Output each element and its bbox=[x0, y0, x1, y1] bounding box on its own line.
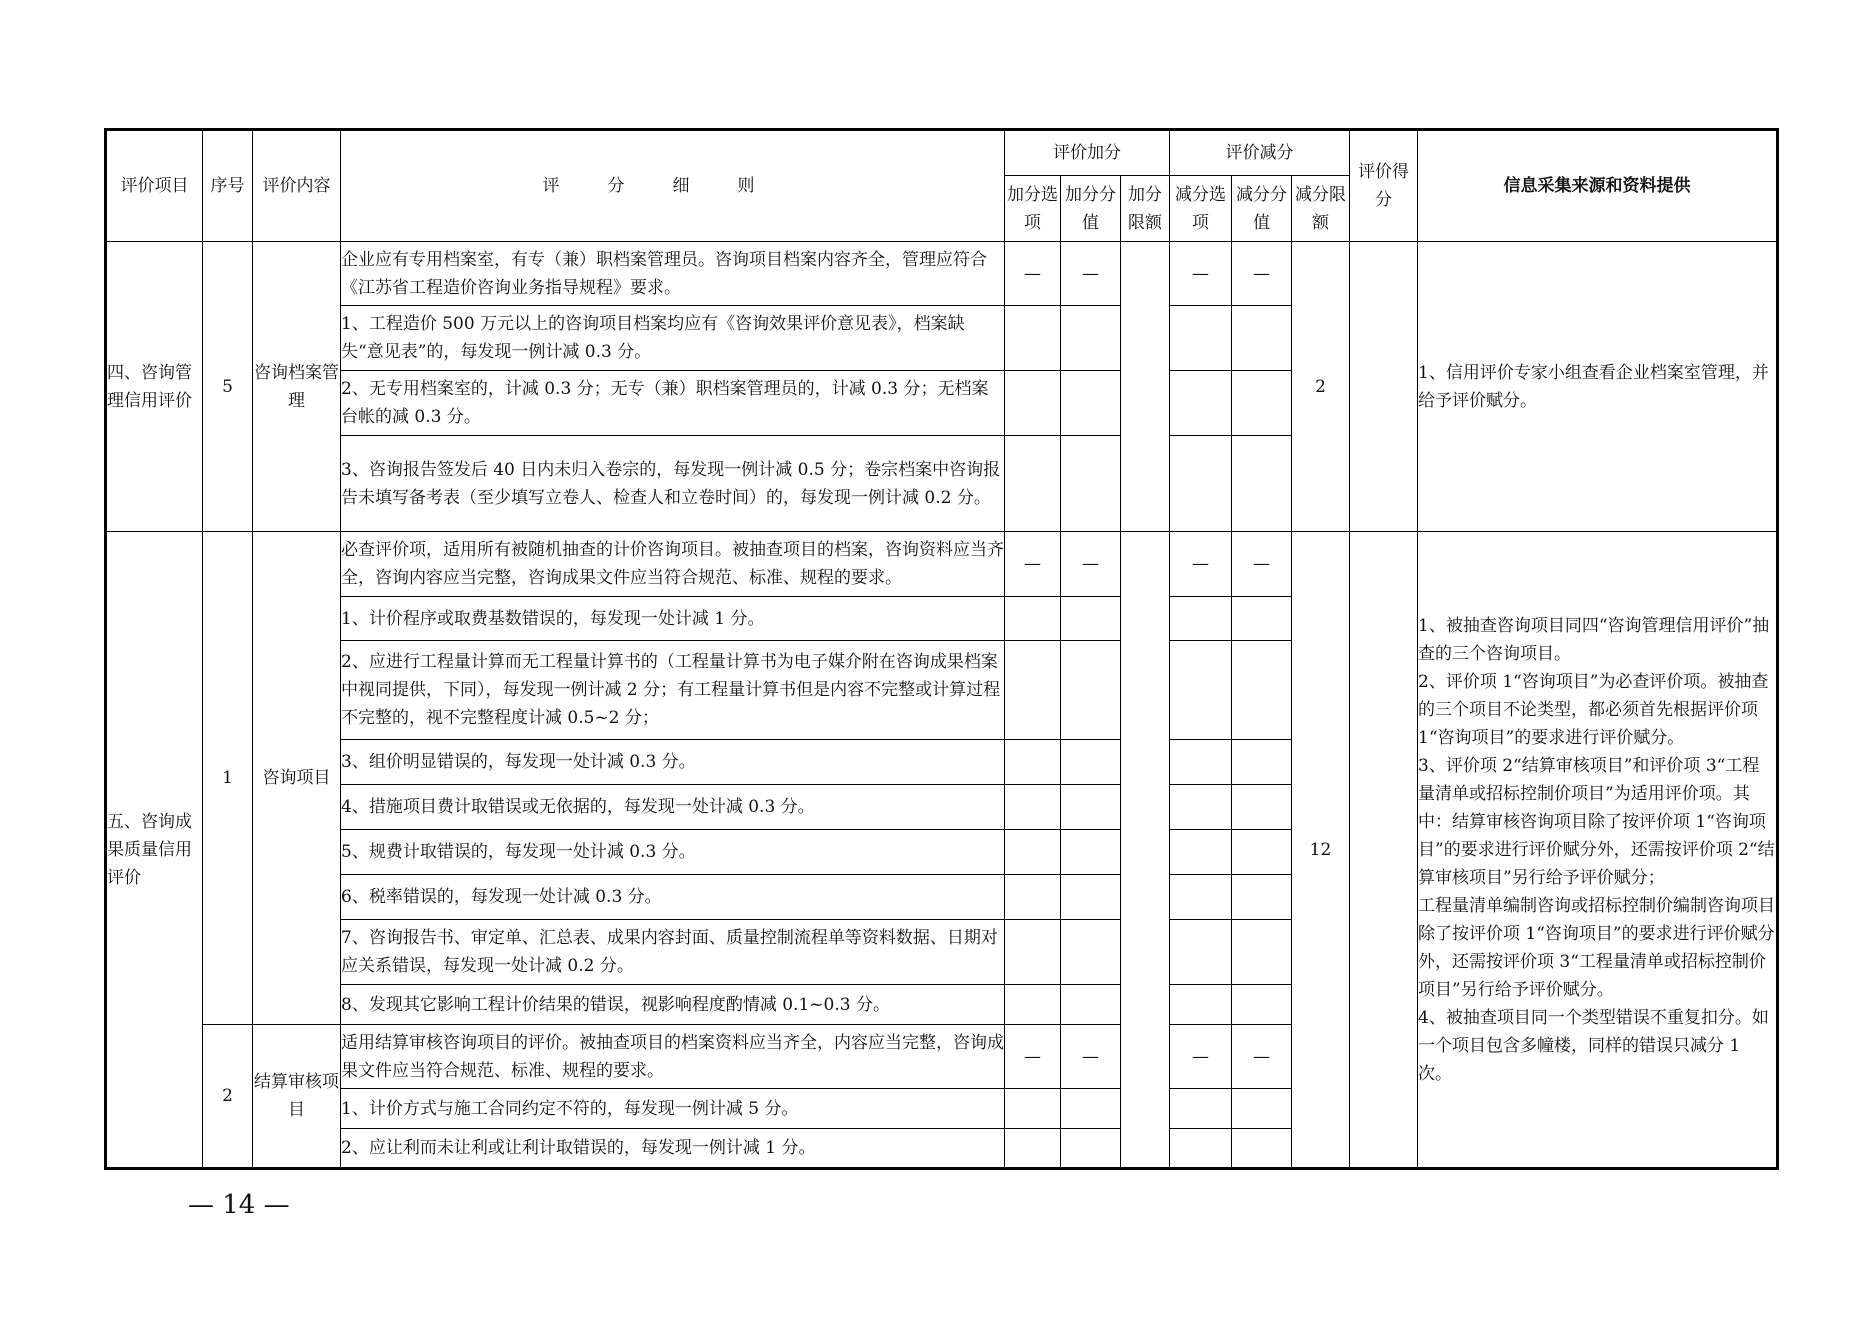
empty-cell bbox=[1232, 875, 1292, 920]
rule-text: 1、计价方式与施工合同约定不符的，每发现一例计减 5 分。 bbox=[341, 1089, 1005, 1129]
header-add-limit: 加分限额 bbox=[1121, 176, 1170, 242]
empty-cell bbox=[1061, 641, 1121, 740]
section5-item: 五、咨询成果质量信用评价 bbox=[106, 532, 203, 1169]
header-add-value: 加分分值 bbox=[1061, 176, 1121, 242]
table-row bbox=[106, 242, 1778, 306]
empty-cell bbox=[1005, 920, 1061, 985]
dash-mark: — bbox=[1170, 242, 1232, 306]
empty-cell bbox=[1005, 830, 1061, 875]
header-add-option: 加分选项 bbox=[1005, 176, 1061, 242]
empty-cell bbox=[1061, 1089, 1121, 1129]
empty-cell bbox=[1061, 785, 1121, 830]
empty-cell bbox=[1170, 740, 1232, 785]
header-sub-option: 减分选项 bbox=[1170, 176, 1232, 242]
rule-text: 8、发现其它影响工程计价结果的错误，视影响程度酌情减 0.1~0.3 分。 bbox=[341, 985, 1005, 1025]
empty-cell bbox=[1170, 920, 1232, 985]
rule-text: 必查评价项，适用所有被随机抽查的计价咨询项目。被抽查项目的档案，咨询资料应当齐全，咨询内容应当完整，咨询成果文件应当符合规范、标准、规程的要求。 bbox=[341, 532, 1005, 597]
dash-mark: — bbox=[1061, 532, 1121, 597]
empty-cell bbox=[1232, 1089, 1292, 1129]
empty-cell bbox=[1061, 875, 1121, 920]
rule-text: 3、咨询报告签发后 40 日内未归入卷宗的，每发现一例计减 0.5 分；卷宗档案中咨询报告未填写备考表（至少填写立卷人、检查人和立卷时间）的，每发现一例计减 0.2 分。 bbox=[341, 436, 1005, 532]
rule-text: 6、税率错误的，每发现一处计减 0.3 分。 bbox=[341, 875, 1005, 920]
empty-cell bbox=[1170, 1129, 1232, 1169]
rule-text: 1、计价程序或取费基数错误的，每发现一处计减 1 分。 bbox=[341, 597, 1005, 641]
dash-mark: — bbox=[1005, 1025, 1061, 1089]
add-limit-cell bbox=[1121, 242, 1170, 532]
empty-cell bbox=[1005, 371, 1061, 436]
section5-group2-seq: 2 bbox=[203, 1025, 253, 1169]
empty-cell bbox=[1170, 306, 1232, 371]
empty-cell bbox=[1232, 641, 1292, 740]
empty-cell bbox=[1061, 1129, 1121, 1169]
empty-cell bbox=[1170, 371, 1232, 436]
empty-cell bbox=[1232, 985, 1292, 1025]
rule-text: 3、组价明显错误的，每发现一处计减 0.3 分。 bbox=[341, 740, 1005, 785]
empty-cell bbox=[1232, 436, 1292, 532]
header-sub-value: 减分分值 bbox=[1232, 176, 1292, 242]
empty-cell bbox=[1005, 641, 1061, 740]
empty-cell bbox=[1061, 985, 1121, 1025]
header-rules: 评分细则 bbox=[341, 130, 1005, 242]
rule-text: 企业应有专用档案室，有专（兼）职档案管理员。咨询项目档案内容齐全，管理应符合《江苏省工程造价咨询业务指导规程》要求。 bbox=[341, 242, 1005, 306]
dash-mark: — bbox=[1170, 532, 1232, 597]
rule-text: 4、措施项目费计取错误或无依据的，每发现一处计减 0.3 分。 bbox=[341, 785, 1005, 830]
section5-limit: 12 bbox=[1292, 532, 1350, 1169]
dash-mark: — bbox=[1232, 242, 1292, 306]
header-seq: 序号 bbox=[203, 130, 253, 242]
evaluation-table bbox=[104, 128, 1779, 1170]
empty-cell bbox=[1005, 1089, 1061, 1129]
section4-limit: 2 bbox=[1292, 242, 1350, 532]
section4-content: 咨询档案管理 bbox=[253, 242, 341, 532]
empty-cell bbox=[1170, 1089, 1232, 1129]
empty-cell bbox=[1232, 920, 1292, 985]
empty-cell bbox=[1005, 1129, 1061, 1169]
empty-cell bbox=[1232, 740, 1292, 785]
header-eval-item: 评价项目 bbox=[106, 130, 203, 242]
rule-text: 2、应进行工程量计算而无工程量计算书的（工程量计算书为电子媒介附在咨询成果档案中视同提供，下同），每发现一例计减 2 分；有工程量计算书但是内容不完整或计算过程不完整的，视不完整程度计减 0.5~2 分； bbox=[341, 641, 1005, 740]
section4-item: 四、咨询管理信用评价 bbox=[106, 242, 203, 532]
empty-cell bbox=[1232, 371, 1292, 436]
dash-mark: — bbox=[1061, 242, 1121, 306]
header-eval-content: 评价内容 bbox=[253, 130, 341, 242]
empty-cell bbox=[1005, 875, 1061, 920]
header-info: 信息采集来源和资料提供 bbox=[1418, 130, 1778, 242]
empty-cell bbox=[1232, 785, 1292, 830]
rule-text: 2、应让利而未让利或让利计取错误的，每发现一例计减 1 分。 bbox=[341, 1129, 1005, 1169]
section5-score bbox=[1350, 532, 1418, 1169]
empty-cell bbox=[1170, 785, 1232, 830]
rule-text: 2、无专用档案室的，计减 0.3 分；无专（兼）职档案管理员的，计减 0.3 分；无档案台帐的减 0.3 分。 bbox=[341, 371, 1005, 436]
section4-score bbox=[1350, 242, 1418, 532]
header-sub-group: 评价减分 bbox=[1170, 130, 1350, 176]
section4-info: 1、信用评价专家小组查看企业档案室管理，并给予评价赋分。 bbox=[1418, 242, 1778, 532]
empty-cell bbox=[1061, 306, 1121, 371]
empty-cell bbox=[1232, 306, 1292, 371]
empty-cell bbox=[1170, 985, 1232, 1025]
empty-cell bbox=[1061, 830, 1121, 875]
section5-group1-content: 咨询项目 bbox=[253, 532, 341, 1025]
rule-text: 1、工程造价 500 万元以上的咨询项目档案均应有《咨询效果评价意见表》，档案缺失“意见表”的，每发现一例计减 0.3 分。 bbox=[341, 306, 1005, 371]
rule-text: 7、咨询报告书、审定单、汇总表、成果内容封面、质量控制流程单等资料数据、日期对应关系错误，每发现一处计减 0.2 分。 bbox=[341, 920, 1005, 985]
empty-cell bbox=[1170, 830, 1232, 875]
rule-text: 5、规费计取错误的，每发现一处计减 0.3 分。 bbox=[341, 830, 1005, 875]
empty-cell bbox=[1005, 436, 1061, 532]
empty-cell bbox=[1170, 436, 1232, 532]
empty-cell bbox=[1061, 740, 1121, 785]
empty-cell bbox=[1232, 830, 1292, 875]
empty-cell bbox=[1061, 436, 1121, 532]
section5-info-text: 1、被抽查咨询项目同四“咨询管理信用评价”抽查的三个咨询项目。 2、评价项 1“咨询项目”为必查评价项。被抽查的三个项目不论类型，都必须首先根据评价项 1“咨询项目”的要求进行评价赋分。 3、评价项 2“结算审核项目”和评价项 3“工程量清单或招标控制价项目”为适用评价项。其中：结算审核咨询项目除了按评价项 1“咨询项目”的要求进行评价赋分外，还需按评价项 2“结算审核项目”另行给予评价赋分； 工程量清单编制咨询或招标控制价编制咨询项目除了按评价项 1“咨询项目”的要求进行评价赋分外，还需按评价项 3“工程量清单或招标控制价项目”另行给予评价赋分。 4、被抽查项目同一个类型错误不重复扣分。如一个项目包含多幢楼，同样的错误只减分 1 次。 bbox=[1418, 615, 1775, 1084]
empty-cell bbox=[1170, 597, 1232, 641]
empty-cell bbox=[1005, 306, 1061, 371]
section5-group1-seq: 1 bbox=[203, 532, 253, 1025]
dash-mark: — bbox=[1232, 532, 1292, 597]
rule-text: 适用结算审核咨询项目的评价。被抽查项目的档案资料应当齐全，内容应当完整，咨询成果文件应当符合规范、标准、规程的要求。 bbox=[341, 1025, 1005, 1089]
dash-mark: — bbox=[1005, 532, 1061, 597]
page-number: — 14 — bbox=[188, 1190, 290, 1220]
dash-mark: — bbox=[1005, 242, 1061, 306]
header-score: 评价得分 bbox=[1350, 130, 1418, 242]
empty-cell bbox=[1005, 985, 1061, 1025]
dash-mark: — bbox=[1170, 1025, 1232, 1089]
table-row bbox=[106, 532, 1778, 597]
dash-mark: — bbox=[1232, 1025, 1292, 1089]
add-limit-cell bbox=[1121, 532, 1170, 1169]
empty-cell bbox=[1005, 785, 1061, 830]
empty-cell bbox=[1005, 597, 1061, 641]
section5-info bbox=[1418, 532, 1778, 1169]
empty-cell bbox=[1232, 597, 1292, 641]
empty-cell bbox=[1170, 875, 1232, 920]
header-sub-limit: 减分限额 bbox=[1292, 176, 1350, 242]
empty-cell bbox=[1061, 597, 1121, 641]
dash-mark: — bbox=[1061, 1025, 1121, 1089]
empty-cell bbox=[1170, 641, 1232, 740]
empty-cell bbox=[1005, 740, 1061, 785]
empty-cell bbox=[1061, 920, 1121, 985]
empty-cell bbox=[1232, 1129, 1292, 1169]
header-add-group: 评价加分 bbox=[1005, 130, 1170, 176]
empty-cell bbox=[1061, 371, 1121, 436]
section5-group2-content: 结算审核项目 bbox=[253, 1025, 341, 1169]
section4-seq: 5 bbox=[203, 242, 253, 532]
